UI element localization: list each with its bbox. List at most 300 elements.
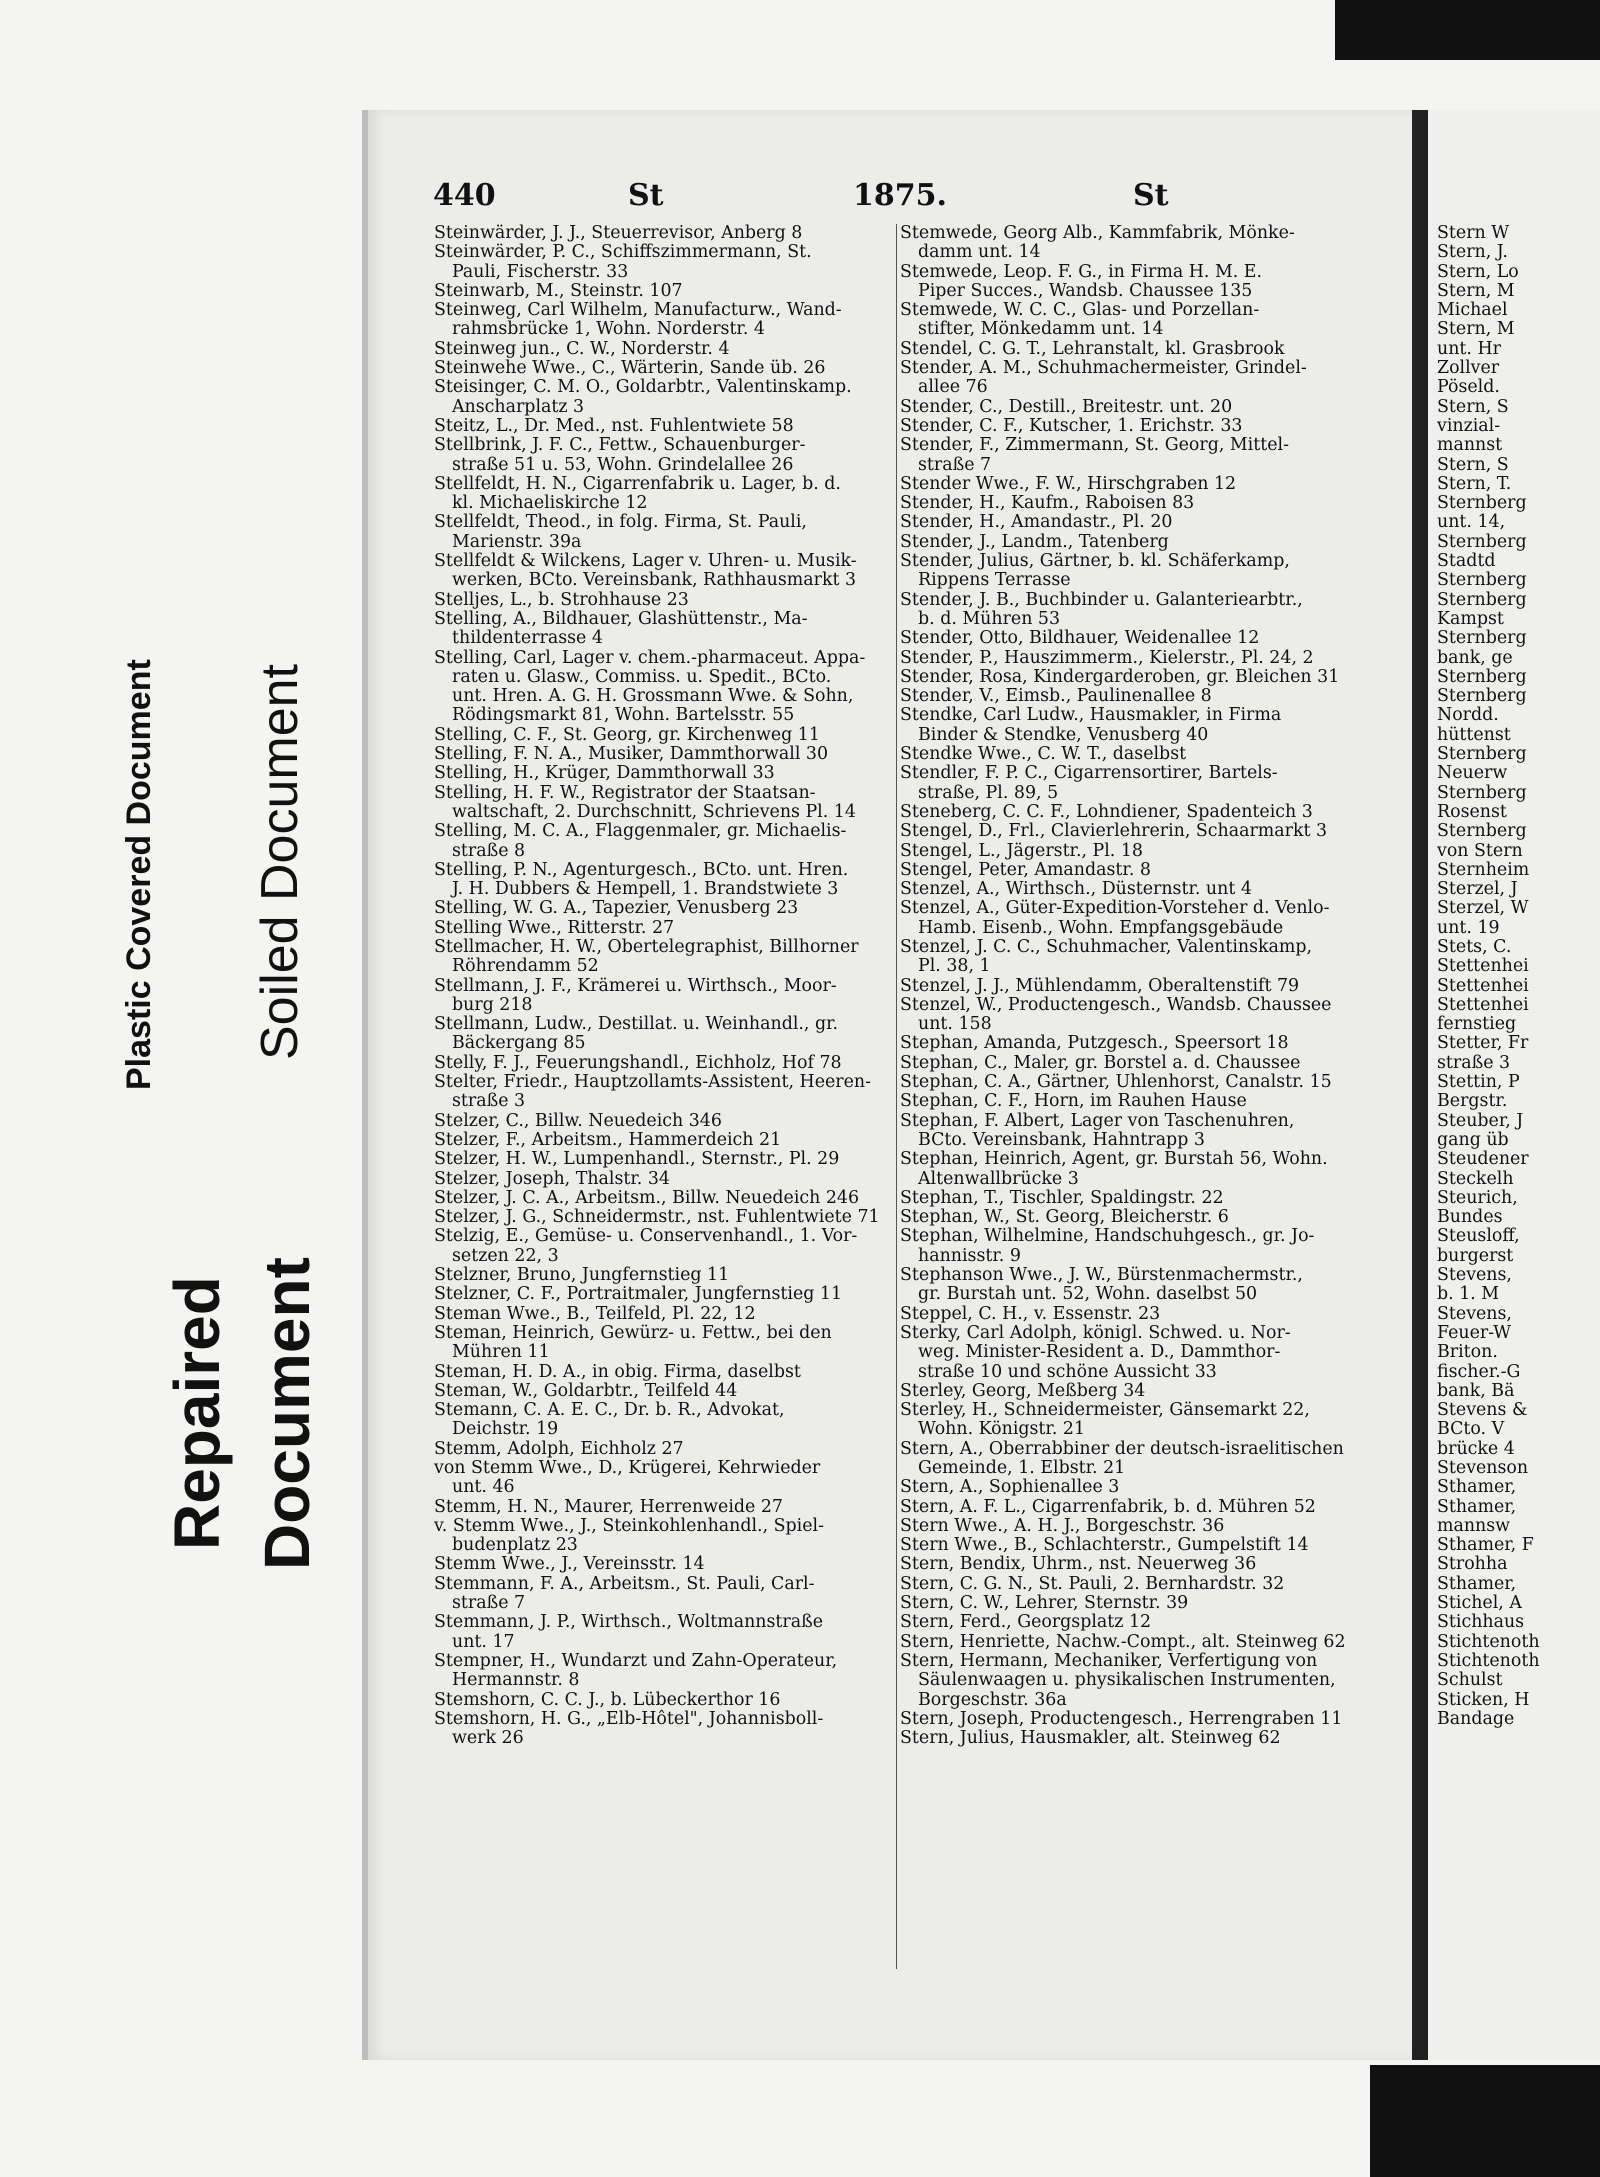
entry-line: Hamb. Eisenb., Wohn. Empfangsgebäude (918, 917, 1284, 938)
fragment-line: fernstieg (1437, 1014, 1517, 1035)
entry-line: Stender, J. B., Buchbinder u. Galanteriearbtr., (900, 589, 1303, 610)
directory-entry (900, 1652, 1360, 1710)
entry-line: Stenzel, A., Güter-Expedition-Vorsteher d. Venlo- (900, 898, 1330, 919)
fragment-line: Stern, J. (1437, 242, 1508, 263)
entry-line: von Stemm Wwe., D., Krügerei, Kehrwieder (434, 1458, 821, 1478)
directory-entry (900, 1382, 1360, 1401)
directory-entry (900, 938, 1360, 977)
directory-entry (900, 1054, 1360, 1073)
fragment-line: Stettenhei (1437, 956, 1529, 977)
entry-line: Steppel, C. H., v. Essenstr. 23 (900, 1303, 1161, 1324)
entry-line: Stephan, C., Maler, gr. Borstel a. d. Chaussee (900, 1052, 1301, 1073)
entry-line: Stelling, C. F., St. Georg, gr. Kirchenweg 11 (434, 724, 820, 745)
directory-entry (434, 1710, 894, 1749)
directory-entry (434, 1401, 894, 1440)
directory-entry (900, 1189, 1360, 1208)
directory-entry (900, 649, 1360, 668)
entry-line: Stellfeldt & Wilckens, Lager v. Uhren- u. Musik- (434, 551, 857, 572)
entry-line: Rödingsmarkt 81, Wohn. Bartelsstr. 55 (452, 705, 795, 726)
fragment-line: Schulst (1437, 1670, 1503, 1691)
entry-line: thildenterrasse 4 (452, 628, 603, 649)
entry-line: werken, BCto. Vereinsbank, Rathhausmarkt 3 (452, 570, 857, 591)
fragment-line: Bundes (1437, 1207, 1503, 1228)
entry-line: Stephan, F. Albert, Lager von Taschenuhren, (900, 1110, 1295, 1131)
entry-line: Stendel, C. G. T., Lehranstalt, kl. Grasbrook (900, 338, 1285, 359)
entry-line: Stern, Bendix, Uhrm., nst. Neuerweg 36 (900, 1554, 1257, 1575)
directory-entry (900, 301, 1360, 340)
fragment-line: Stern, M (1437, 280, 1515, 301)
entry-line: Stephan, C. A., Gärtner, Uhlenhorst, Canalstr. 15 (900, 1072, 1332, 1093)
entry-line: Stelling, F. N. A., Musiker, Dammthorwall 30 (434, 744, 829, 765)
entry-line: Stelzer, F., Arbeitsm., Hammerdeich 21 (434, 1129, 782, 1150)
directory-entry (434, 726, 894, 745)
directory-entry (434, 1189, 894, 1208)
entry-line: J. H. Dubbers & Hempell, 1. Brandstwiete 3 (452, 879, 839, 900)
entry-line: Stern, A., Oberrabbiner der deutsch-israelitischen (900, 1438, 1344, 1459)
entry-line: Steitz, L., Dr. Med., nst. Fuhlentwiete 58 (434, 415, 794, 436)
fragment-line: Steudener (1437, 1149, 1529, 1170)
entry-line: Stemm, H. N., Maurer, Herrenweide 27 (434, 1496, 783, 1517)
fragment-line: unt. 19 (1437, 917, 1500, 938)
directory-entry (900, 996, 1360, 1035)
entry-line: Stemwede, Georg Alb., Kammfabrik, Mönke- (900, 223, 1295, 243)
directory-entry (434, 224, 894, 243)
entry-line: b. d. Mühren 53 (918, 608, 1061, 629)
directory-entry (434, 1498, 894, 1517)
entry-line: Steinweg, Carl Wilhelm, Manufacturw., Wand- (434, 300, 842, 321)
header-year: 1875. (853, 178, 947, 213)
directory-entry (434, 1266, 894, 1285)
entry-line: Stemann, C. A. E. C., Dr. b. R., Advokat, (434, 1400, 785, 1421)
entry-line: Altenwallbrücke 3 (918, 1168, 1079, 1189)
directory-entry (900, 764, 1360, 803)
entry-line: Stelling, A., Bildhauer, Glashüttenstr., Ma- (434, 608, 808, 629)
directory-entry (900, 417, 1360, 436)
fragment-line: Stevens & (1437, 1400, 1528, 1421)
directory-entry (434, 1691, 894, 1710)
entry-line: Stellfeldt, H. N., Cigarrenfabrik u. Lager, b. d. (434, 473, 841, 494)
entry-line: budenplatz 23 (452, 1535, 578, 1556)
fragment-line: Sticken, H (1437, 1689, 1530, 1710)
fragment-line: bank, Bä (1437, 1380, 1515, 1401)
directory-entry (434, 1015, 894, 1054)
entry-line: Steinwarb, M., Steinstr. 107 (434, 280, 683, 301)
fragment-line: Bergstr. (1437, 1091, 1508, 1112)
fragment-line: Sternberg (1437, 589, 1527, 610)
entry-line: Stephanson Wwe., J. W., Bürstenmachermstr., (900, 1265, 1303, 1286)
entry-line: Stern Wwe., A. H. J., Borgeschstr. 36 (900, 1515, 1225, 1536)
entry-line: straße, Pl. 89, 5 (918, 782, 1059, 803)
directory-entry (434, 340, 894, 359)
entry-line: Stelzer, C., Billw. Neuedeich 346 (434, 1110, 722, 1131)
fragment-line: unt. 14, (1437, 512, 1506, 533)
entry-line: Stelzer, J. C. A., Arbeitsm., Billw. Neuedeich 246 (434, 1187, 860, 1208)
directory-entry (434, 764, 894, 783)
directory-entry (434, 417, 894, 436)
directory-entry (900, 359, 1360, 398)
fragment-line: Michael (1437, 300, 1508, 321)
entry-line: Stemm, Adolph, Eichholz 27 (434, 1438, 684, 1459)
entry-line: Steisinger, C. M. O., Goldarbtr., Valentinskamp. (434, 377, 852, 398)
fragment-line: burgerst (1437, 1245, 1514, 1266)
entry-line: Steman, Heinrich, Gewürz- u. Fettw., bei den (434, 1322, 832, 1343)
entry-line: Pl. 38, 1 (918, 956, 991, 977)
entry-line: Stern, C. W., Lehrer, Sternstr. 39 (900, 1593, 1189, 1614)
directory-entry (900, 1498, 1360, 1517)
entry-line: Stengel, D., Frl., Clavierlehrerin, Schaarmarkt 3 (900, 821, 1328, 842)
entry-line: Stern Wwe., B., Schlachterstr., Gumpelstift 14 (900, 1535, 1309, 1556)
fragment-line: Stichtenoth (1437, 1650, 1540, 1671)
entry-line: Sterky, Carl Adolph, königl. Schwed. u. Nor- (900, 1322, 1291, 1343)
directory-entry (434, 899, 894, 918)
directory-entry (434, 822, 894, 861)
entry-line: allee 76 (918, 377, 988, 398)
fragment-line: Steusloff, (1437, 1226, 1520, 1247)
entry-line: Rippens Terrasse (918, 570, 1071, 591)
directory-entry (900, 745, 1360, 764)
entry-line: v. Stemm Wwe., J., Steinkohlenhandl., Spiel- (434, 1515, 824, 1536)
entry-line: Säulenwaagen u. physikalischen Instrumenten, (918, 1670, 1336, 1691)
directory-entry (900, 706, 1360, 745)
entry-line: Stender, Otto, Bildhauer, Weidenallee 12 (900, 628, 1260, 649)
directory-entry (434, 1208, 894, 1227)
directory-entry (900, 1305, 1360, 1324)
entry-line: Stellmann, Ludw., Destillat. u. Weinhandl., gr. (434, 1014, 839, 1035)
entry-line: Stender, V., Eimsb., Paulinenallee 8 (900, 686, 1212, 707)
entry-line: Mühren 11 (452, 1342, 550, 1363)
entry-line: straße 7 (452, 1593, 526, 1614)
directory-entry (434, 1112, 894, 1131)
fragment-line: Sternheim (1437, 859, 1530, 880)
directory-entry (434, 745, 894, 764)
entry-line: Stern, Henriette, Nachw.-Compt., alt. Steinweg 62 (900, 1631, 1346, 1652)
directory-entry (434, 1517, 894, 1556)
directory-entry (900, 1073, 1360, 1092)
entry-line: rahmsbrücke 1, Wohn. Norderstr. 4 (452, 319, 765, 340)
next-page-fragment-column (1437, 224, 1597, 1729)
entry-line: Stengel, Peter, Amandastr. 8 (900, 859, 1151, 880)
fragment-line: Sthamer, (1437, 1573, 1517, 1594)
fragment-line: Stichel, A (1437, 1593, 1522, 1614)
entry-line: Steinwärder, P. C., Schiffszimmermann, St. (434, 242, 812, 263)
directory-entry (434, 1073, 894, 1112)
entry-line: Gemeinde, 1. Elbstr. 21 (918, 1458, 1126, 1478)
left-column (434, 224, 894, 1748)
directory-entry (900, 224, 1360, 263)
directory-entry (900, 398, 1360, 417)
entry-line: Stern, Joseph, Productengesch., Herrengraben 11 (900, 1708, 1343, 1729)
entry-line: Stelling Wwe., Ritterstr. 27 (434, 917, 675, 938)
fragment-line: fischer.-G (1437, 1361, 1521, 1382)
entry-line: Stendler, F. P. C., Cigarrensortirer, Bartels- (900, 763, 1278, 784)
entry-line: Stellfeldt, Theod., in folg. Firma, St. Pauli, (434, 512, 807, 533)
header-letters-right: St (1133, 178, 1169, 213)
directory-entry (434, 977, 894, 1016)
entry-line: Piper Succes., Wandsb. Chaussee 135 (918, 280, 1253, 301)
entry-line: Stelling, H. F. W., Registrator der Staatsan- (434, 782, 816, 803)
fragment-line: gang üb (1437, 1129, 1509, 1150)
directory-entry (434, 359, 894, 378)
fragment-line: Stichhaus (1437, 1612, 1525, 1633)
fragment-line: Sternberg (1437, 570, 1527, 591)
directory-entry (900, 1440, 1360, 1479)
header-letters-left: St (628, 178, 664, 213)
directory-entry (900, 899, 1360, 938)
entry-line: Stelzer, Joseph, Thalstr. 34 (434, 1168, 670, 1189)
entry-line: Stephan, Wilhelmine, Handschuhgesch., gr. Jo- (900, 1226, 1315, 1247)
entry-line: Stenzel, W., Productengesch., Wandsb. Chaussee (900, 994, 1332, 1015)
entry-line: Stelzner, C. F., Portraitmaler, Jungfernstieg 11 (434, 1284, 843, 1305)
entry-line: unt. 46 (452, 1477, 515, 1498)
entry-line: Stender, F., Zimmermann, St. Georg, Mittel- (900, 435, 1289, 456)
entry-line: Steman, H. D. A., in obig. Firma, daselbst (434, 1361, 801, 1382)
directory-entry (900, 1613, 1360, 1632)
entry-line: weg. Minister-Resident a. D., Dammthor- (918, 1342, 1281, 1363)
directory-entry (434, 861, 894, 900)
fragment-line: unt. Hr (1437, 338, 1501, 359)
directory-entry (900, 1536, 1360, 1555)
entry-line: unt. Hren. A. G. H. Grossmann Wwe. & Sohn, (452, 686, 854, 707)
directory-entry (900, 842, 1360, 861)
entry-line: Stellmacher, H. W., Obertelegraphist, Billhorner (434, 936, 859, 957)
fragment-line: Briton. (1437, 1342, 1498, 1363)
directory-entry (434, 552, 894, 591)
fragment-line: Steckelh (1437, 1168, 1514, 1189)
directory-entry (900, 475, 1360, 494)
directory-entry (900, 1227, 1360, 1266)
directory-entry (900, 1594, 1360, 1613)
entry-line: Steneberg, C. C. F., Lohndiener, Spadenteich 3 (900, 801, 1313, 822)
plastic-covered-label: Plastic Covered Document (120, 659, 158, 1090)
repaired-label-line2: Document (251, 1257, 323, 1570)
directory-entry (434, 1652, 894, 1691)
entry-line: Borgeschstr. 36a (918, 1689, 1067, 1710)
directory-entry (900, 1266, 1360, 1305)
entry-line: Stern, A. F. L., Cigarrenfabrik, b. d. Mühren 52 (900, 1496, 1316, 1517)
entry-line: Stenzel, J. C. C., Schuhmacher, Valentinskamp, (900, 936, 1313, 957)
directory-entry (900, 1517, 1360, 1536)
entry-line: Stelzer, H. W., Lumpenhandl., Sternstr., Pl. 29 (434, 1149, 840, 1170)
entry-line: straße 8 (452, 840, 526, 861)
directory-entry (900, 1324, 1360, 1382)
entry-line: gr. Burstah unt. 52, Wohn. daselbst 50 (918, 1284, 1258, 1305)
entry-line: Marienstr. 39a (452, 531, 582, 552)
fragment-line: Stern, S (1437, 454, 1509, 475)
entry-line: Stendke, Carl Ludw., Hausmakler, in Firma (900, 705, 1282, 726)
directory-entry (434, 1555, 894, 1574)
fragment-line: Stern, S (1437, 396, 1509, 417)
directory-entry (900, 861, 1360, 880)
entry-line: Stender Wwe., F. W., Hirschgraben 12 (900, 473, 1237, 494)
fragment-line: Strohha (1437, 1554, 1508, 1575)
directory-entry (900, 263, 1360, 302)
fragment-line: Stettin, P (1437, 1072, 1520, 1093)
entry-line: Stemshorn, C. C. J., b. Lübeckerthor 16 (434, 1689, 781, 1710)
entry-line: raten u. Glasw., Commiss. u. Spedit., BCto. (452, 666, 832, 687)
fragment-line: Bandage (1437, 1708, 1515, 1729)
entry-line: Stender, C., Destill., Breitestr. unt. 20 (900, 396, 1233, 417)
fragment-line: Kampst (1437, 608, 1504, 629)
fragment-line: Stadtd (1437, 551, 1496, 572)
entry-line: burg 218 (452, 994, 533, 1015)
entry-line: Stemwede, W. C. C., Glas- und Porzellan- (900, 300, 1260, 321)
directory-entry (900, 494, 1360, 513)
entry-line: waltschaft, 2. Durchschnitt, Schrievens Pl. 14 (452, 801, 856, 822)
entry-line: Stern, Ferd., Georgsplatz 12 (900, 1612, 1152, 1633)
entry-line: Stemmann, F. A., Arbeitsm., St. Pauli, Carl- (434, 1573, 815, 1594)
fragment-line: von Stern (1437, 840, 1523, 861)
directory-entry (900, 1555, 1360, 1574)
fragment-line: Sthamer, (1437, 1477, 1517, 1498)
directory-entry (434, 1150, 894, 1169)
entry-line: Stern, A., Sophienallee 3 (900, 1477, 1120, 1498)
directory-entry (900, 880, 1360, 899)
entry-line: Stelljes, L., b. Strohhause 23 (434, 589, 689, 610)
fragment-line: Stern, M (1437, 319, 1515, 340)
entry-line: setzen 22, 3 (452, 1245, 559, 1266)
fragment-line: Stichtenoth (1437, 1631, 1540, 1652)
repaired-label-line1: Repaired (161, 1276, 233, 1550)
entry-line: Pauli, Fischerstr. 33 (452, 261, 629, 282)
entry-line: Stern, Hermann, Mechaniker, Verfertigung von (900, 1650, 1318, 1671)
entry-line: Stender, Julius, Gärtner, b. kl. Schäferkamp, (900, 551, 1290, 572)
directory-entry (434, 282, 894, 301)
fragment-line: Stevens, (1437, 1303, 1512, 1324)
directory-entry (900, 513, 1360, 532)
entry-line: Röhrendamm 52 (452, 956, 599, 977)
entry-line: stifter, Mönkedamm unt. 14 (918, 319, 1164, 340)
entry-line: Stern, Julius, Hausmakler, alt. Steinweg 62 (900, 1728, 1281, 1749)
right-column (900, 224, 1360, 1748)
directory-entry (434, 1170, 894, 1189)
fragment-line: Sternberg (1437, 821, 1527, 842)
fragment-line: Stettenhei (1437, 994, 1529, 1015)
fragment-line: Sternberg (1437, 531, 1527, 552)
fragment-line: Steurich, (1437, 1187, 1518, 1208)
fragment-line: Sternberg (1437, 628, 1527, 649)
directory-entry (900, 629, 1360, 648)
entry-line: Stephan, Heinrich, Agent, gr. Burstah 56, Wohn. (900, 1149, 1328, 1170)
fragment-line: Sternberg (1437, 782, 1527, 803)
fragment-line: Sternberg (1437, 686, 1527, 707)
fragment-line: mannsw (1437, 1515, 1511, 1536)
entry-line: kl. Michaeliskirche 12 (452, 493, 648, 514)
entry-line: Wohn. Königstr. 21 (918, 1419, 1086, 1440)
entry-line: Stelzner, Bruno, Jungfernstieg 11 (434, 1265, 730, 1286)
fragment-line: mannst (1437, 435, 1503, 456)
fragment-line: Stets, C. (1437, 936, 1512, 957)
page-header (433, 178, 1353, 218)
fragment-line: Feuer-W (1437, 1322, 1512, 1343)
directory-entry (434, 938, 894, 977)
directory-entry (434, 1575, 894, 1614)
directory-entry (434, 1054, 894, 1073)
fragment-line: b. 1. M (1437, 1284, 1500, 1305)
entry-line: Stender, Rosa, Kindergarderoben, gr. Bleichen 31 (900, 666, 1340, 687)
entry-line: Steinweg jun., C. W., Norderstr. 4 (434, 338, 730, 359)
fragment-line: Stettenhei (1437, 975, 1529, 996)
directory-entry (900, 436, 1360, 475)
entry-line: hannisstr. 9 (918, 1245, 1021, 1266)
directory-entry (900, 1729, 1360, 1748)
scan-edge-top (1335, 0, 1600, 60)
fragment-line: Sternberg (1437, 744, 1527, 765)
fragment-line: Rosenst (1437, 801, 1507, 822)
fragment-line: straße 3 (1437, 1052, 1511, 1073)
fragment-line: Steuber, J (1437, 1110, 1524, 1131)
entry-line: Stelzig, E., Gemüse- u. Conservenhandl., 1. Vor- (434, 1226, 858, 1247)
fragment-line: BCto. V (1437, 1419, 1505, 1440)
fragment-line: Sthamer, (1437, 1496, 1517, 1517)
directory-entry (900, 1401, 1360, 1440)
directory-entry (434, 378, 894, 417)
entry-line: Steinwärder, J. J., Steuerrevisor, Anberg 8 (434, 223, 803, 243)
entry-line: Stemwede, Leop. F. G., in Firma H. M. E. (900, 261, 1263, 282)
entry-line: Stelly, F. J., Feuerungshandl., Eichholz, Hof 78 (434, 1052, 842, 1073)
directory-entry (900, 822, 1360, 841)
book-fold (1412, 110, 1428, 2060)
directory-entry (900, 1092, 1360, 1111)
entry-line: Stephan, T., Tischler, Spaldingstr. 22 (900, 1187, 1224, 1208)
directory-entry (434, 1613, 894, 1652)
directory-entry (434, 1363, 894, 1382)
entry-line: Stenzel, A., Wirthsch., Düsternstr. unt 4 (900, 879, 1252, 900)
entry-line: Stengel, L., Jägerstr., Pl. 18 (900, 840, 1143, 861)
fragment-line: Sterzel, W (1437, 898, 1529, 919)
entry-line: straße 3 (452, 1091, 526, 1112)
entry-line: Bäckergang 85 (452, 1033, 586, 1054)
directory-entry (900, 1478, 1360, 1497)
directory-entry (434, 1382, 894, 1401)
entry-line: straße 10 und schöne Aussicht 33 (918, 1361, 1217, 1382)
entry-line: Stendke Wwe., C. W. T., daselbst (900, 744, 1187, 765)
fragment-line: Nordd. (1437, 705, 1499, 726)
directory-entry (434, 475, 894, 514)
directory-entry (900, 977, 1360, 996)
directory-entry (434, 1459, 894, 1498)
entry-line: BCto. Vereinsbank, Hahntrapp 3 (918, 1129, 1205, 1150)
directory-entry (434, 919, 894, 938)
entry-line: Stelter, Friedr., Hauptzollamts-Assistent, Heeren- (434, 1072, 871, 1093)
fragment-line: Neuerw (1437, 763, 1508, 784)
fragment-line: Sterzel, J (1437, 879, 1518, 900)
entry-line: Stemmann, J. P., Wirthsch., Woltmannstraße (434, 1612, 823, 1633)
directory-entry (900, 668, 1360, 687)
directory-entry (434, 1227, 894, 1266)
entry-line: Stenzel, J. J., Mühlendamm, Oberaltenstift 79 (900, 975, 1300, 996)
entry-line: Stender, J., Landm., Tatenberg (900, 531, 1169, 552)
directory-entry (900, 803, 1360, 822)
fragment-line: brücke 4 (1437, 1438, 1515, 1459)
directory-entry (900, 552, 1360, 591)
fragment-line: Stevenson (1437, 1458, 1529, 1478)
directory-entry (434, 301, 894, 340)
entry-line: Stelling, H., Krüger, Dammthorwall 33 (434, 763, 775, 784)
directory-entry (434, 1305, 894, 1324)
fragment-line: vinzial- (1437, 415, 1501, 436)
entry-line: Sterley, Georg, Meßberg 34 (900, 1380, 1146, 1401)
entry-line: Stender, C. F., Kutscher, 1. Erichstr. 33 (900, 415, 1243, 436)
entry-line: Stellbrink, J. F. C., Fettw., Schauenburger- (434, 435, 806, 456)
directory-entry (434, 1440, 894, 1459)
directory-entry (434, 1285, 894, 1304)
entry-line: Sterley, H., Schneidermeister, Gänsemarkt 22, (900, 1400, 1310, 1421)
directory-entry (434, 649, 894, 726)
directory-entry (434, 784, 894, 823)
directory-entry (434, 436, 894, 475)
directory-entry (900, 533, 1360, 552)
entry-line: Stelling, W. G. A., Tapezier, Venusberg 23 (434, 898, 799, 919)
